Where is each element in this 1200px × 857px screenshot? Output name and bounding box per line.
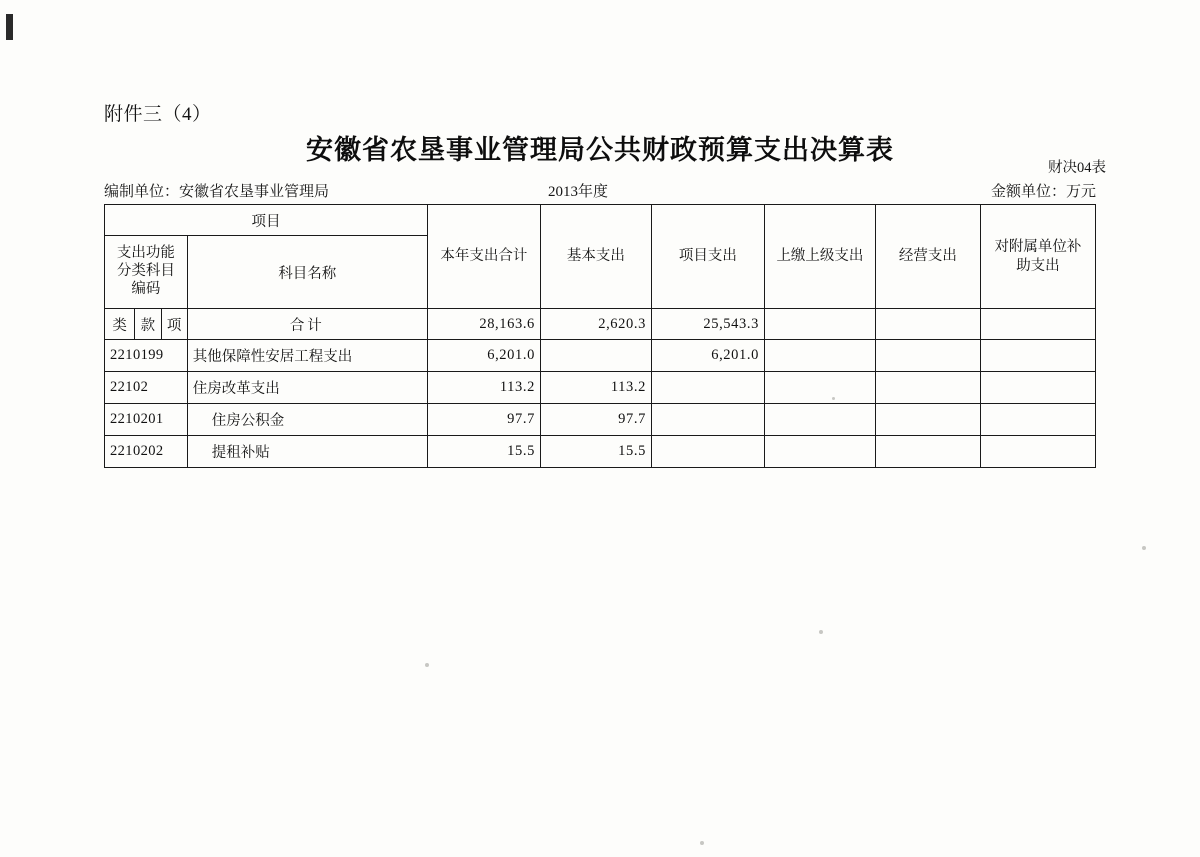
header-col-total: 本年支出合计: [427, 205, 540, 309]
cell-remit: [764, 404, 875, 436]
cell-total-subsidy: [980, 309, 1095, 340]
cell-code: 22102: [105, 372, 188, 404]
table-header-row-1: [105, 205, 1096, 236]
row-label-total: 合计: [187, 309, 427, 340]
cell-total-remit: [764, 309, 875, 340]
cell-total-operating: [875, 309, 980, 340]
cell-project: [651, 404, 764, 436]
cell-subsidy: [980, 340, 1095, 372]
table-row: [105, 436, 1096, 468]
header-col-subsidy-affiliated-line2: 助支出: [1016, 257, 1060, 274]
cell-project: 6,201.0: [651, 340, 764, 372]
header-code-group: [105, 236, 188, 309]
cell-operating: [875, 372, 980, 404]
header-subject-name: 科目名称: [187, 236, 427, 309]
header-code-line2: 分类科目: [116, 263, 175, 280]
cell-subject-name: 提租补贴: [187, 436, 427, 468]
expenditure-table: [104, 204, 1096, 468]
cell-project: [651, 372, 764, 404]
cell-subsidy: [980, 436, 1095, 468]
cell-total-project: 25,543.3: [651, 309, 764, 340]
cell-basic: 113.2: [540, 372, 651, 404]
table-row: [105, 309, 1096, 340]
header-code-line3: 编码: [131, 280, 161, 297]
cell-year-total: 113.2: [427, 372, 540, 404]
cell-basic: 97.7: [540, 404, 651, 436]
header-col-subsidy-affiliated-line1: 对附属单位补: [994, 239, 1082, 256]
table-row: [105, 404, 1096, 436]
cell-year-total: 15.5: [427, 436, 540, 468]
table-row: [105, 372, 1096, 404]
cell-total-basic: 2,620.3: [540, 309, 651, 340]
header-col-subsidy-affiliated: [980, 205, 1095, 309]
cell-subject-name: 住房改革支出: [187, 372, 427, 404]
code-subheader-item: 项: [161, 309, 187, 340]
meta-row: [104, 180, 1096, 200]
code-subheader-class: 类: [105, 309, 135, 340]
cell-total-year: 28,163.6: [427, 309, 540, 340]
page-title: 安徽省农垦事业管理局公共财政预算支出决算表: [306, 135, 894, 165]
header-col-remit-upper: 上缴上级支出: [764, 205, 875, 309]
cell-code: 2210202: [105, 436, 188, 468]
cell-basic: 15.5: [540, 436, 651, 468]
header-col-project: 项目支出: [651, 205, 764, 309]
cell-project: [651, 436, 764, 468]
header-col-basic: 基本支出: [540, 205, 651, 309]
cell-subsidy: [980, 404, 1095, 436]
header-project-group: 项目: [105, 205, 428, 236]
header-col-operating: 经营支出: [875, 205, 980, 309]
cell-remit: [764, 436, 875, 468]
cell-operating: [875, 404, 980, 436]
amount-unit: 金额单位：万元: [990, 184, 1096, 200]
cell-code: 2210199: [105, 340, 188, 372]
cell-subject-name: 其他保障性安居工程支出: [187, 340, 427, 372]
cell-year-total: 6,201.0: [427, 340, 540, 372]
cell-subsidy: [980, 372, 1095, 404]
cell-year-total: 97.7: [427, 404, 540, 436]
attachment-label: 附件三（4）: [104, 104, 212, 125]
form-code: 财决04表: [1048, 160, 1106, 176]
cell-subject-name: 住房公积金: [187, 404, 427, 436]
cell-operating: [875, 340, 980, 372]
code-subheader-section: 款: [135, 309, 161, 340]
compiling-unit: 编制单位：安徽省农垦事业管理局: [104, 184, 330, 200]
cell-operating: [875, 436, 980, 468]
fiscal-year: 2013年度: [548, 184, 609, 200]
header-code-line1: 支出功能: [116, 245, 175, 262]
cell-code: 2210201: [105, 404, 188, 436]
cell-remit: [764, 372, 875, 404]
table-row: [105, 340, 1096, 372]
cell-basic: [540, 340, 651, 372]
cell-remit: [764, 340, 875, 372]
